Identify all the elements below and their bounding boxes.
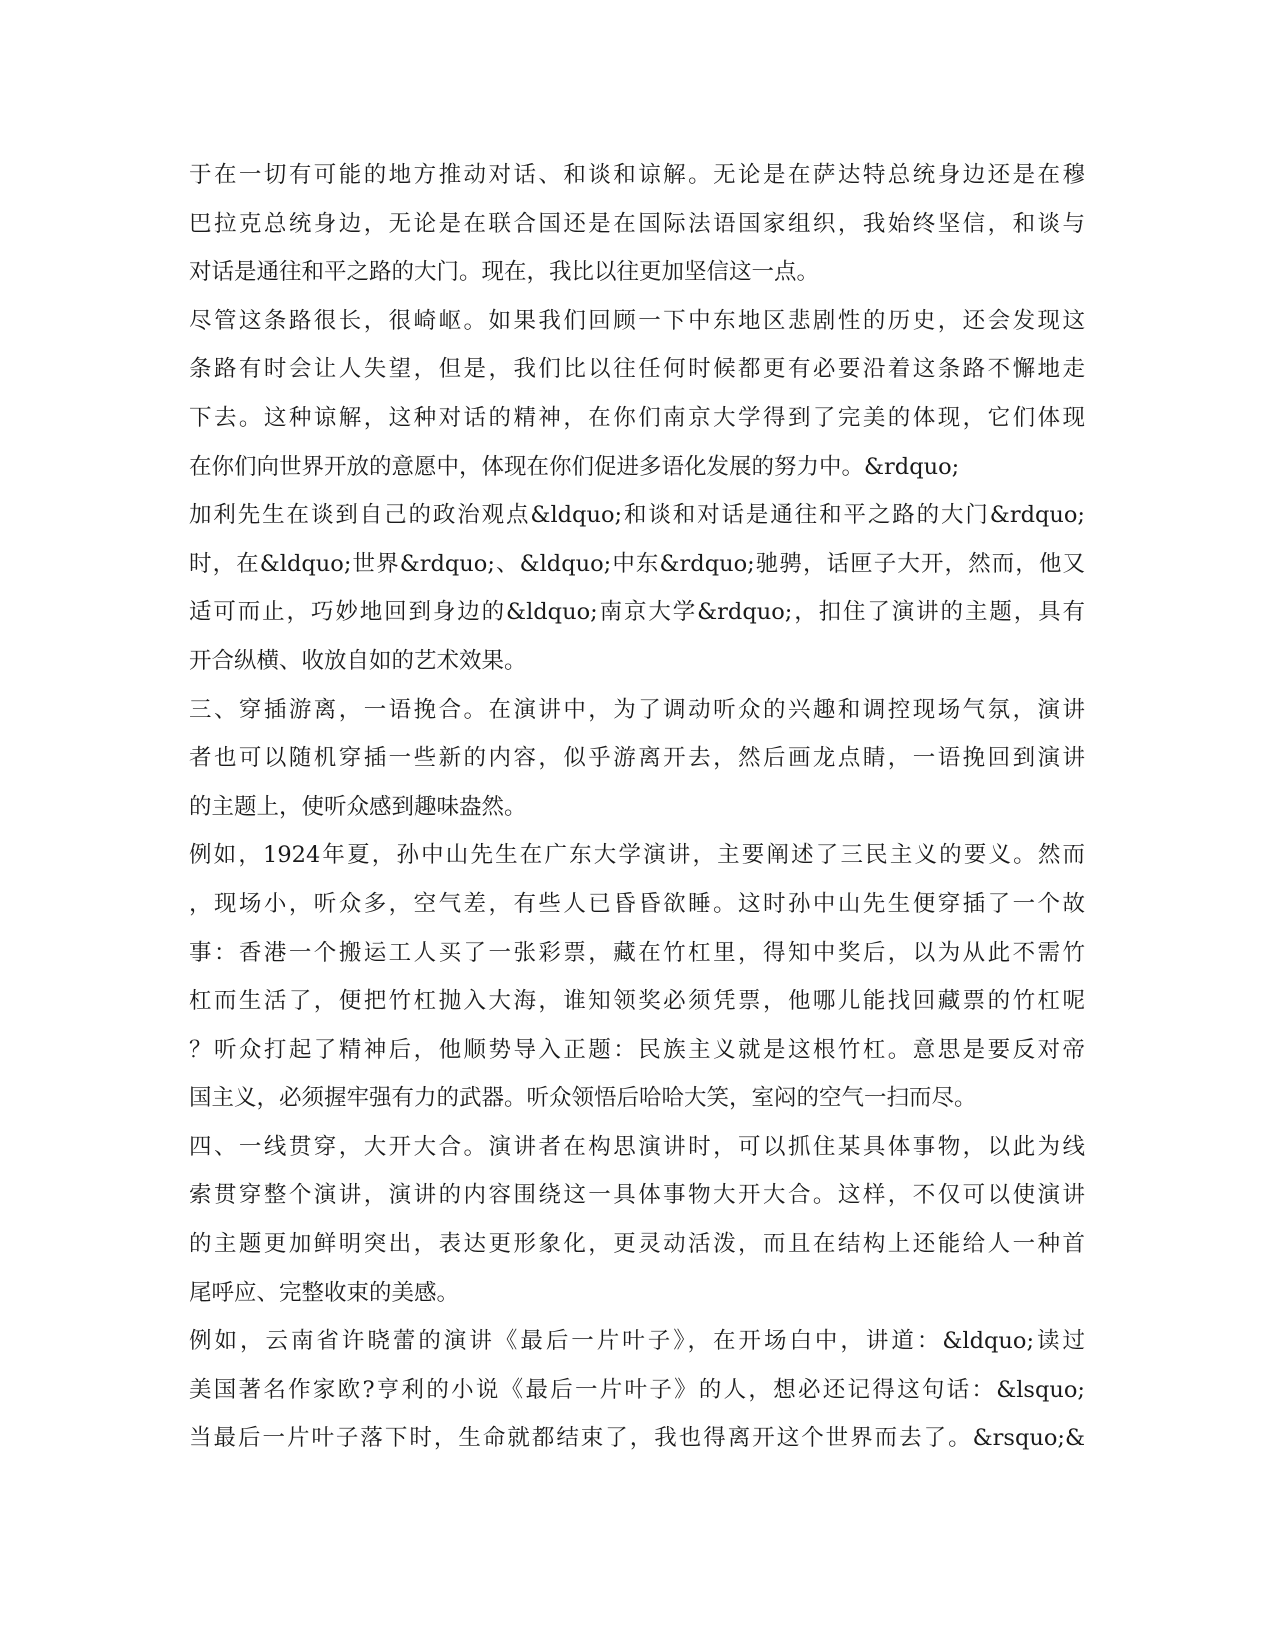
text-line: 时，在&ldquo;世界&rdquo;、&ldquo;中东&rdquo;驰骋，话匣子大开，然而，他又 [189, 550, 1085, 577]
text-line: 的主题上，使听众感到趣味盎然。 [189, 793, 527, 820]
text-line: 三、穿插游离，一语挽合。在演讲中，为了调动听众的兴趣和调控现场气氛，演讲 [189, 696, 1085, 723]
text-line: 对话是通往和平之路的大门。现在，我比以往更加坚信这一点。 [189, 259, 820, 286]
text-line: 事：香港一个搬运工人买了一张彩票，藏在竹杠里，得知中奖后，以为从此不需竹 [189, 939, 1085, 966]
text-line: 的主题更加鲜明突出，表达更形象化，更灵动活泼，而且在结构上还能给人一种首 [189, 1231, 1085, 1258]
text-line: 巴拉克总统身边，无论是在联合国还是在国际法语国家组织，我始终坚信，和谈与 [189, 210, 1085, 237]
text-line: 在你们向世界开放的意愿中，体现在你们促进多语化发展的努力中。&rdquo; [189, 453, 960, 480]
document-body [189, 151, 1085, 1463]
text-line: 例如，云南省许晓蕾的演讲《最后一片叶子》，在开场白中，讲道：&ldquo;读过 [189, 1328, 1085, 1355]
text-line: ，现场小，听众多，空气差，有些人已昏昏欲睡。这时孙中山先生便穿插了一个故 [189, 890, 1085, 917]
text-line: 条路有时会让人失望，但是，我们比以往任何时候都更有必要沿着这条路不懈地走 [189, 356, 1085, 383]
text-line: 四、一线贯穿，大开大合。演讲者在构思演讲时，可以抓住某具体事物，以此为线 [189, 1133, 1085, 1160]
text-line: 适可而止，巧妙地回到身边的&ldquo;南京大学&rdquo;，扣住了演讲的主题，具有 [189, 599, 1085, 626]
text-line: 例如，1924年夏，孙中山先生在广东大学演讲，主要阐述了三民主义的要义。然而 [189, 842, 1085, 869]
text-line: 者也可以随机穿插一些新的内容，似乎游离开去，然后画龙点睛，一语挽回到演讲 [189, 745, 1085, 772]
text-line: 美国著名作家欧?亨利的小说《最后一片叶子》的人，想必还记得这句话：&lsquo; [189, 1376, 1085, 1403]
text-line: 于在一切有可能的地方推动对话、和谈和谅解。无论是在萨达特总统身边还是在穆 [189, 162, 1085, 188]
text-line: 下去。这种谅解，这种对话的精神，在你们南京大学得到了完美的体现，它们体现 [189, 404, 1085, 431]
text-line: 开合纵横、收放自如的艺术效果。 [189, 647, 527, 674]
text-line: 索贯穿整个演讲，演讲的内容围绕这一具体事物大开大合。这样，不仅可以使演讲 [189, 1182, 1085, 1209]
text-line: 加利先生在谈到自己的政治观点&ldquo;和谈和对话是通往和平之路的大门&rdquo; [189, 502, 1085, 529]
text-line: 尾呼应、完整收束的美感。 [189, 1279, 460, 1306]
text-line: ？听众打起了精神后，他顺势导入正题：民族主义就是这根竹杠。意思是要反对帝 [189, 1036, 1085, 1063]
text-line: 杠而生活了，便把竹杠抛入大海，谁知领奖必须凭票，他哪儿能找回藏票的竹杠呢 [189, 988, 1085, 1015]
text-line: 当最后一片叶子落下时，生命就都结束了，我也得离开这个世界而去了。&rsquo;& [189, 1425, 1085, 1452]
text-line: 国主义，必须握牢强有力的武器。听众领悟后哈哈大笑，室闷的空气一扫而尽。 [189, 1085, 977, 1112]
text-line: 尽管这条路很长，很崎岖。如果我们回顾一下中东地区悲剧性的历史，还会发现这 [189, 307, 1085, 334]
